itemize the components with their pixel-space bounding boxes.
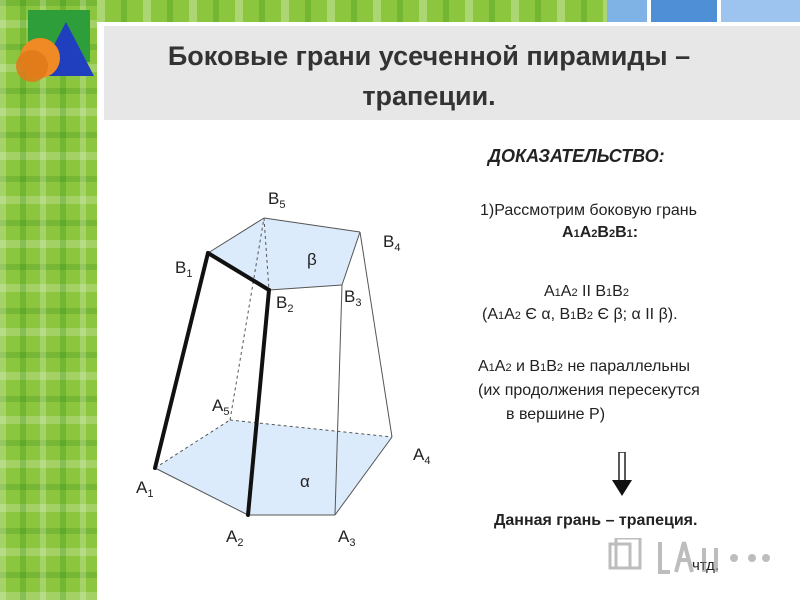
qed-text: чтд. (692, 557, 720, 574)
label-a3: $A_3$ (338, 527, 356, 549)
conclusion-text: Данная грань – трапеция. (494, 512, 698, 529)
edge-a1-b1-bold (155, 253, 208, 468)
nonparallel-explanation-line: (их продолжения пересекутся (478, 382, 700, 399)
edge-b4-a4 (360, 232, 392, 437)
label-a2: $A_2$ (226, 527, 244, 549)
plane-alpha-label: α (300, 472, 310, 491)
down-arrow-icon (610, 452, 634, 498)
label-a1: $A_1$ (136, 478, 154, 500)
plane-beta-label: β (307, 250, 317, 269)
step1-text: 1)Рассмотрим боковую грань (480, 202, 697, 219)
nonparallel-vertex-line: в вершине P) (506, 406, 606, 423)
watermark-logo-icon (604, 538, 774, 588)
label-b1: $B_1$ (175, 258, 193, 280)
label-a4: $A_4$ (413, 445, 431, 467)
proof-heading: ДОКАЗАТЕЛЬСТВО: (488, 146, 665, 166)
slide-title: Боковые грани усеченной пирамиды – трапеции. (167, 41, 691, 111)
step1-face-name: A1A2B2B1: (562, 224, 639, 241)
label-b5: $B_5$ (268, 189, 286, 211)
label-b4: $B_4$ (383, 232, 401, 254)
lower-base-fill (155, 420, 392, 515)
label-b2: $B_2$ (276, 293, 294, 315)
parallel-reason: (A1A2 Є α, B1B2 Є β; α II β). (482, 306, 678, 323)
label-b3: $B_3$ (344, 287, 362, 309)
label-a5: $A_5$ (212, 396, 230, 418)
parallel-statement: A1A2 II B1B2 (544, 283, 629, 300)
nonparallel-statement: A1A2 и B1B2 не параллельны (478, 358, 691, 375)
